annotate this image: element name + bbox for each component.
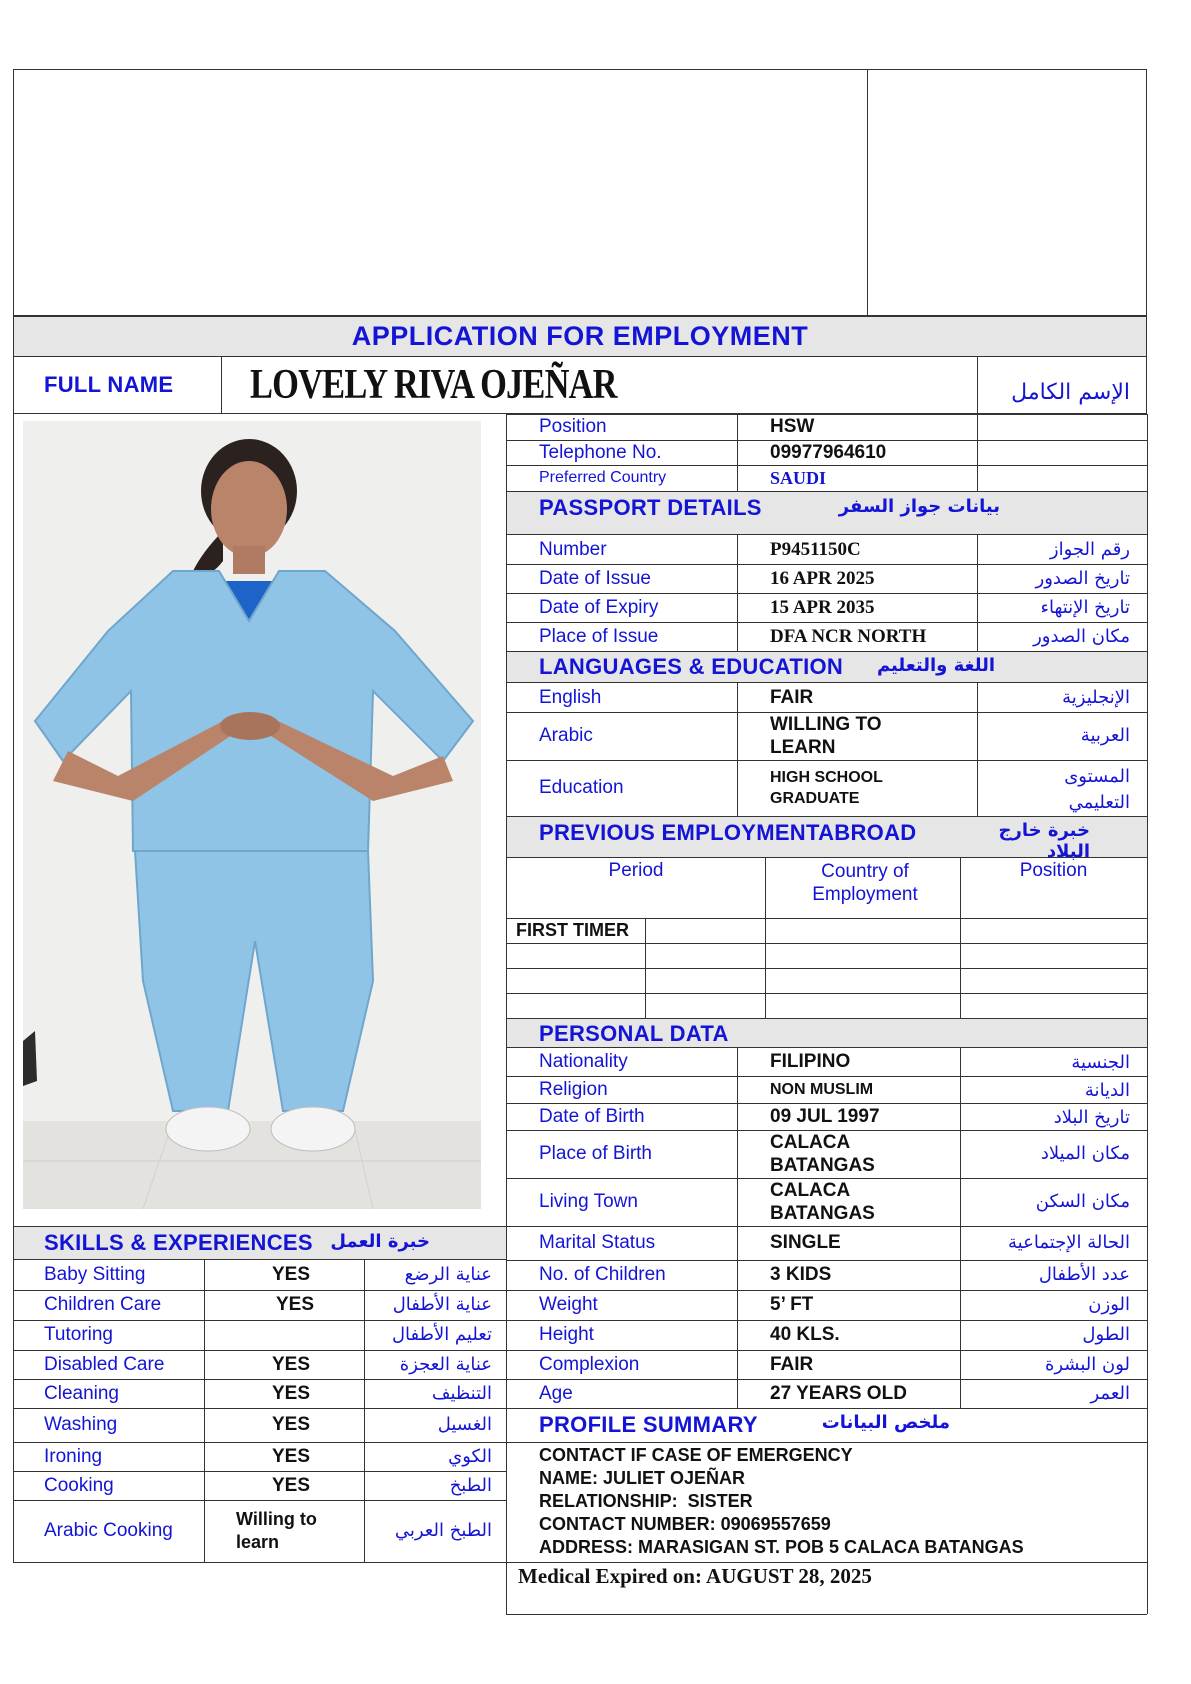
skill-washing-ar: الغسيل [437,1414,492,1435]
full-name-label-cell [44,356,173,414]
divider [977,356,978,414]
skill-children-care-value: YES [276,1294,315,1315]
skill-ironing-ar: الكوي [448,1446,492,1467]
profile-line-4: CONTACT NUMBER: 09069557659 [539,1514,831,1534]
skill-cooking-ar: الطبخ [449,1475,492,1496]
passport-number-ar: رقم الجواز [1049,539,1130,560]
divider [1147,1562,1148,1614]
skill-cleaning-ar: التنظيف [431,1383,492,1404]
position-label: Position [539,416,607,437]
skill-tutoring-ar: تعليم الأطفال [391,1324,492,1345]
height-ar: الطول [1082,1324,1130,1345]
age-label: Age [539,1382,573,1404]
date-of-expiry-value: 15 APR 2035 [770,596,875,618]
applicant-photo [23,421,481,1209]
header-divider [867,69,868,316]
skill-disabled-care-label: Disabled Care [44,1353,165,1375]
divider [506,968,1147,969]
title-bar [13,316,1147,357]
date-of-birth-ar: تاريخ البلاد [1053,1107,1130,1128]
marital-status-value: SINGLE [770,1232,841,1253]
arabic-label: Arabic [539,725,593,746]
previous-employment-title-ar: خبرة خارج البلاد [998,820,1090,862]
divider [506,1562,507,1614]
first-timer-cell: FIRST TIMER [516,920,629,940]
divider [221,356,222,414]
skill-cleaning-value: YES [272,1382,311,1404]
position-value: HSW [770,416,815,437]
skill-disabled-care-value: YES [272,1353,311,1375]
passport-number-value: P9451150C [770,538,861,560]
weight-ar: الوزن [1088,1294,1130,1315]
height-label: Height [539,1324,594,1345]
profile-summary-title: PROFILE SUMMARY [539,1412,758,1437]
languages-title-ar: اللغة والتعليم [876,655,995,676]
divider [737,683,738,816]
passport-title-ar: بيانات جواز السفر [838,496,1000,517]
place-of-birth-ar: مكان الميلاد [1040,1143,1130,1164]
header-blank-box [13,69,1147,316]
date-of-issue-value: 16 APR 2025 [770,567,875,589]
complexion-value: FAIR [770,1353,814,1375]
divider [364,1260,365,1562]
medical-expiry: Medical Expired on: AUGUST 28, 2025 [518,1564,872,1588]
divider [737,1048,738,1408]
divider [737,535,738,651]
living-town-ar: مكان السكن [1035,1191,1130,1212]
marital-status-label: Marital Status [539,1232,656,1253]
skill-washing-label: Washing [44,1414,118,1435]
education-value: HIGH SCHOOL GRADUATE [770,769,883,807]
telephone-label: Telephone No. [539,441,662,463]
place-of-birth-value: CALACA BATANGAS [770,1132,875,1176]
divider [506,993,1147,994]
complexion-label: Complexion [539,1353,640,1375]
nationality-value: FILIPINO [770,1051,851,1072]
divider [506,1614,1147,1615]
religion-ar: الديانة [1084,1080,1130,1101]
passport-title: PASSPORT DETAILS [539,495,762,520]
children-value: 3 KIDS [770,1264,832,1285]
page-title: APPLICATION FOR EMPLOYMENT [351,321,809,351]
divider [960,1048,961,1408]
religion-value: NON MUSLIM [770,1080,874,1098]
preferred-country-value: SAUDI [770,467,827,488]
complexion-ar: لون البشرة [1044,1354,1130,1375]
skills-title: SKILLS & EXPERIENCES [44,1230,313,1255]
height-value: 40 KLS. [770,1324,840,1345]
date-of-expiry-label: Date of Expiry [539,596,659,618]
skill-cleaning-label: Cleaning [44,1382,119,1404]
skill-baby-sitting-value: YES [272,1264,311,1285]
education-ar: المستوى التعليمي [1064,766,1130,813]
date-of-expiry-ar: تاريخ الإنتهاء [1040,597,1130,618]
divider [13,414,14,1562]
divider [737,414,738,491]
skill-tutoring-label: Tutoring [44,1324,113,1345]
skill-arabic-cooking-label: Arabic Cooking [44,1520,173,1541]
weight-value: 5’ FT [770,1294,814,1315]
divider [960,858,961,1018]
skill-washing-value: YES [272,1414,311,1435]
skill-disabled-care-ar: عناية العجزة [399,1354,492,1375]
profile-line-2: NAME: JULIET OJEÑAR [539,1468,746,1488]
divider [765,858,766,1018]
place-of-issue-label: Place of Issue [539,625,659,647]
skill-arabic-cooking-value: Willing to learn [236,1509,317,1552]
profile-line-5: ADDRESS: MARASIGAN ST. POB 5 CALACA BATANGAS [539,1537,1024,1557]
divider [506,414,507,1586]
skill-cooking-value: YES [272,1474,311,1496]
skill-ironing-label: Ironing [44,1445,103,1467]
passport-number-label: Number [539,538,607,560]
nationality-ar: الجنسية [1071,1052,1130,1073]
profile-line-3: RELATIONSHIP: SISTER [539,1491,753,1511]
place-of-issue-ar: مكان الصدور [1033,626,1130,647]
children-label: No. of Children [539,1264,666,1285]
place-of-issue-value: DFA NCR NORTH [770,625,927,647]
nationality-label: Nationality [539,1051,628,1072]
weight-label: Weight [539,1294,598,1315]
divider [506,1442,1147,1443]
divider [506,1290,1147,1291]
place-of-birth-label: Place of Birth [539,1143,652,1164]
personal-data-title: PERSONAL DATA [539,1021,729,1046]
skill-baby-sitting-label: Baby Sitting [44,1264,146,1285]
telephone-value: 09977964610 [770,441,887,463]
divider [13,1562,506,1563]
date-of-birth-label: Date of Birth [539,1105,645,1127]
profile-summary-title-ar: ملخص البيانات [821,1412,950,1433]
english-ar: الإنجليزية [1062,687,1130,708]
date-of-birth-value: 09 JUL 1997 [770,1105,880,1127]
previous-employment-title: PREVIOUS EMPLOYMENTABROAD [539,820,917,845]
period-header: Period [608,860,664,881]
arabic-ar: العربية [1080,725,1130,746]
skill-arabic-cooking-ar: الطبخ العربي [394,1520,492,1541]
age-ar: العمر [1090,1383,1130,1404]
full-name-value-cell [250,356,697,414]
divider [977,535,978,651]
full-name-value: LOVELY RIVA OJEÑAR [250,362,617,408]
english-label: English [539,686,602,708]
preferred-country-label: Preferred Country [539,469,667,486]
languages-title: LANGUAGES & EDUCATION [539,654,844,679]
divider [506,943,1147,944]
english-value: FAIR [770,686,814,708]
skills-title-ar: خبرة العمل [330,1231,430,1252]
skill-children-care-ar: عناية الأطفال [392,1294,492,1315]
marital-status-ar: الحالة الإجتماعية [1008,1232,1130,1253]
children-ar: عدد الأطفال [1038,1264,1130,1285]
full-name-label: FULL NAME [44,372,174,397]
living-town-value: CALACA BATANGAS [770,1180,875,1224]
education-label: Education [539,777,624,798]
divider [204,1260,205,1562]
full-name-label-ar: الإسم الكامل [1011,380,1130,405]
skill-cooking-label: Cooking [44,1474,114,1496]
position-header: Position [1019,860,1088,881]
skill-children-care-label: Children Care [44,1294,162,1315]
age-value: 27 YEARS OLD [770,1382,907,1404]
date-of-issue-ar: تاريخ الصدور [1035,568,1130,589]
religion-label: Religion [539,1078,608,1100]
arabic-value: WILLING TO LEARN [770,714,882,758]
country-header: Country of Employment [812,861,918,905]
profile-line-1: CONTACT IF CASE OF EMERGENCY [539,1445,853,1465]
divider [1147,414,1148,1586]
divider [977,683,978,816]
skill-baby-sitting-ar: عناية الرضع [404,1264,492,1285]
living-town-label: Living Town [539,1191,638,1212]
divider [977,414,978,491]
divider [506,1562,1147,1563]
skill-ironing-value: YES [272,1445,311,1467]
date-of-issue-label: Date of Issue [539,567,651,589]
